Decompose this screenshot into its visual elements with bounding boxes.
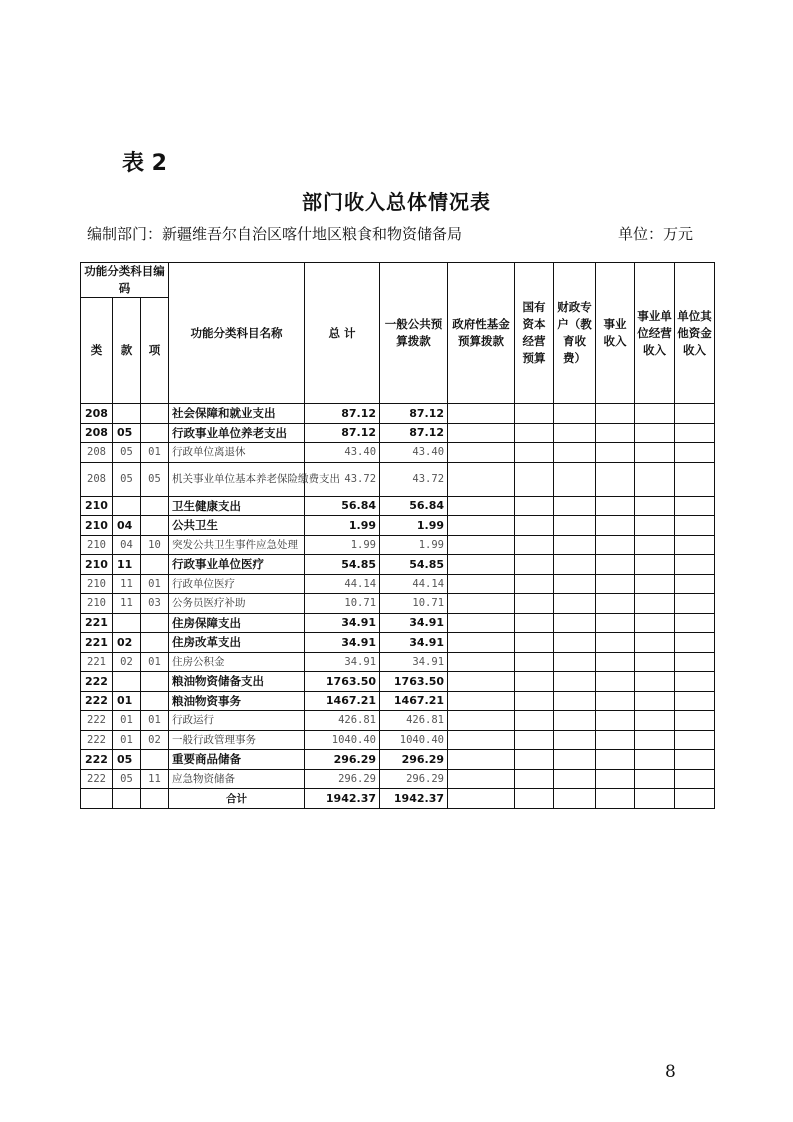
business-unit-income-cell <box>635 462 675 496</box>
business-income-cell <box>596 423 635 443</box>
income-table <box>80 262 715 809</box>
xiang-cell <box>141 672 169 692</box>
header-name: 功能分类科目名称 <box>169 263 305 404</box>
fiscal-special-cell <box>554 613 596 633</box>
lei-cell: 208 <box>81 404 113 424</box>
gov-fund-cell <box>448 711 515 731</box>
general-budget-cell: 34.91 <box>380 633 448 653</box>
state-capital-cell <box>515 594 554 614</box>
gov-fund-cell <box>448 672 515 692</box>
kuan-cell: 05 <box>113 443 141 463</box>
header-xiang: 项 <box>141 298 169 404</box>
gov-fund-cell <box>448 462 515 496</box>
other-income-cell <box>675 652 715 672</box>
total-business-unit-income-cell <box>635 789 675 809</box>
kuan-cell: 05 <box>113 769 141 789</box>
name-cell: 突发公共卫生事件应急处理 <box>169 535 305 555</box>
header-business-income: 事业收入 <box>596 263 635 404</box>
kuan-cell: 11 <box>113 594 141 614</box>
total-lei-cell <box>81 789 113 809</box>
lei-cell: 210 <box>81 535 113 555</box>
table-row <box>81 633 715 653</box>
lei-cell: 222 <box>81 711 113 731</box>
total-cell: 87.12 <box>305 423 380 443</box>
header-business-unit-income: 事业单位经营收入 <box>635 263 675 404</box>
state-capital-cell <box>515 574 554 594</box>
fiscal-special-cell <box>554 672 596 692</box>
other-income-cell <box>675 443 715 463</box>
kuan-cell: 05 <box>113 462 141 496</box>
table-row <box>81 516 715 536</box>
state-capital-cell <box>515 423 554 443</box>
general-budget-cell: 1.99 <box>380 535 448 555</box>
state-capital-cell <box>515 404 554 424</box>
general-budget-cell: 34.91 <box>380 652 448 672</box>
lei-cell: 221 <box>81 633 113 653</box>
fiscal-special-cell <box>554 443 596 463</box>
lei-cell: 222 <box>81 672 113 692</box>
total-general-cell: 1942.37 <box>380 789 448 809</box>
document-title: 部门收入总体情况表 <box>302 190 491 214</box>
business-unit-income-cell <box>635 769 675 789</box>
lei-cell: 222 <box>81 750 113 770</box>
xiang-cell <box>141 613 169 633</box>
table-row <box>81 769 715 789</box>
business-unit-income-cell <box>635 711 675 731</box>
general-budget-cell: 44.14 <box>380 574 448 594</box>
total-state-capital-cell <box>515 789 554 809</box>
general-budget-cell: 1.99 <box>380 516 448 536</box>
kuan-cell <box>113 404 141 424</box>
total-cell: 44.14 <box>305 574 380 594</box>
total-cell: 34.91 <box>305 613 380 633</box>
lei-cell: 210 <box>81 594 113 614</box>
total-cell: 34.91 <box>305 633 380 653</box>
lei-cell: 210 <box>81 574 113 594</box>
general-budget-cell: 426.81 <box>380 711 448 731</box>
state-capital-cell <box>515 711 554 731</box>
total-cell: 1040.40 <box>305 730 380 750</box>
kuan-cell <box>113 672 141 692</box>
other-income-cell <box>675 516 715 536</box>
total-cell: 296.29 <box>305 769 380 789</box>
other-income-cell <box>675 574 715 594</box>
business-income-cell <box>596 652 635 672</box>
table-row <box>81 462 715 496</box>
total-cell: 56.84 <box>305 496 380 516</box>
fiscal-special-cell <box>554 423 596 443</box>
business-unit-income-cell <box>635 633 675 653</box>
other-income-cell <box>675 462 715 496</box>
general-budget-cell: 54.85 <box>380 555 448 575</box>
general-budget-cell: 56.84 <box>380 496 448 516</box>
name-cell: 住房公积金 <box>169 652 305 672</box>
state-capital-cell <box>515 443 554 463</box>
name-cell: 行政运行 <box>169 711 305 731</box>
general-budget-cell: 43.40 <box>380 443 448 463</box>
general-budget-cell: 10.71 <box>380 594 448 614</box>
fiscal-special-cell <box>554 496 596 516</box>
business-unit-income-cell <box>635 555 675 575</box>
table-row <box>81 691 715 711</box>
gov-fund-cell <box>448 404 515 424</box>
gov-fund-cell <box>448 769 515 789</box>
gov-fund-cell <box>448 574 515 594</box>
gov-fund-cell <box>448 652 515 672</box>
total-row <box>81 789 715 809</box>
lei-cell: 210 <box>81 555 113 575</box>
name-cell: 社会保障和就业支出 <box>169 404 305 424</box>
fiscal-special-cell <box>554 730 596 750</box>
name-cell: 重要商品储备 <box>169 750 305 770</box>
xiang-cell: 10 <box>141 535 169 555</box>
table-label: 表 2 <box>122 151 167 176</box>
other-income-cell <box>675 750 715 770</box>
business-unit-income-cell <box>635 496 675 516</box>
name-cell: 公共卫生 <box>169 516 305 536</box>
business-unit-income-cell <box>635 672 675 692</box>
general-budget-cell: 34.91 <box>380 613 448 633</box>
name-cell: 卫生健康支出 <box>169 496 305 516</box>
total-cell: 1.99 <box>305 535 380 555</box>
lei-cell: 221 <box>81 652 113 672</box>
total-cell: 1763.50 <box>305 672 380 692</box>
name-cell: 一般行政管理事务 <box>169 730 305 750</box>
lei-cell: 222 <box>81 691 113 711</box>
page-number: 8 <box>665 1062 676 1082</box>
other-income-cell <box>675 769 715 789</box>
state-capital-cell <box>515 691 554 711</box>
general-budget-cell: 296.29 <box>380 769 448 789</box>
total-label: 合计 <box>169 789 305 809</box>
business-unit-income-cell <box>635 691 675 711</box>
business-income-cell <box>596 462 635 496</box>
name-cell: 公务员医疗补助 <box>169 594 305 614</box>
business-income-cell <box>596 594 635 614</box>
fiscal-special-cell <box>554 594 596 614</box>
table-row <box>81 652 715 672</box>
kuan-cell: 01 <box>113 711 141 731</box>
header-lei: 类 <box>81 298 113 404</box>
header-code-group: 功能分类科目编码 <box>81 263 169 298</box>
other-income-cell <box>675 691 715 711</box>
total-cell: 1467.21 <box>305 691 380 711</box>
state-capital-cell <box>515 652 554 672</box>
lei-cell: 222 <box>81 730 113 750</box>
lei-cell: 222 <box>81 769 113 789</box>
state-capital-cell <box>515 462 554 496</box>
department-line: 编制部门：新疆维吾尔自治区喀什地区粮食和物资储备局 <box>87 225 463 243</box>
other-income-cell <box>675 555 715 575</box>
table-row <box>81 594 715 614</box>
lei-cell: 208 <box>81 423 113 443</box>
xiang-cell: 05 <box>141 462 169 496</box>
kuan-cell: 02 <box>113 633 141 653</box>
name-cell: 住房保障支出 <box>169 613 305 633</box>
fiscal-special-cell <box>554 462 596 496</box>
xiang-cell: 03 <box>141 594 169 614</box>
business-income-cell <box>596 750 635 770</box>
kuan-cell: 04 <box>113 535 141 555</box>
header-gov-fund: 政府性基金预算拨款 <box>448 263 515 404</box>
other-income-cell <box>675 711 715 731</box>
business-income-cell <box>596 769 635 789</box>
gov-fund-cell <box>448 516 515 536</box>
business-income-cell <box>596 443 635 463</box>
business-unit-income-cell <box>635 516 675 536</box>
state-capital-cell <box>515 633 554 653</box>
xiang-cell: 02 <box>141 730 169 750</box>
lei-cell: 210 <box>81 496 113 516</box>
business-unit-income-cell <box>635 443 675 463</box>
general-budget-cell: 1467.21 <box>380 691 448 711</box>
table-row <box>81 730 715 750</box>
business-unit-income-cell <box>635 404 675 424</box>
state-capital-cell <box>515 750 554 770</box>
xiang-cell <box>141 633 169 653</box>
state-capital-cell <box>515 672 554 692</box>
total-cell: 426.81 <box>305 711 380 731</box>
business-income-cell <box>596 496 635 516</box>
gov-fund-cell <box>448 555 515 575</box>
fiscal-special-cell <box>554 711 596 731</box>
general-budget-cell: 87.12 <box>380 404 448 424</box>
state-capital-cell <box>515 555 554 575</box>
total-cell: 43.40 <box>305 443 380 463</box>
kuan-cell: 11 <box>113 555 141 575</box>
total-fiscal-special-cell <box>554 789 596 809</box>
unit-line: 单位：万元 <box>618 225 694 243</box>
business-income-cell <box>596 672 635 692</box>
kuan-cell: 11 <box>113 574 141 594</box>
business-income-cell <box>596 613 635 633</box>
total-gov-fund-cell <box>448 789 515 809</box>
other-income-cell <box>675 613 715 633</box>
other-income-cell <box>675 423 715 443</box>
total-cell: 296.29 <box>305 750 380 770</box>
kuan-cell <box>113 496 141 516</box>
business-unit-income-cell <box>635 423 675 443</box>
total-cell: 1.99 <box>305 516 380 536</box>
state-capital-cell <box>515 496 554 516</box>
general-budget-cell: 1763.50 <box>380 672 448 692</box>
header-row-1 <box>81 263 715 298</box>
business-income-cell <box>596 711 635 731</box>
table-row <box>81 750 715 770</box>
total-kuan-cell <box>113 789 141 809</box>
fiscal-special-cell <box>554 769 596 789</box>
name-cell: 行政事业单位养老支出 <box>169 423 305 443</box>
fiscal-special-cell <box>554 750 596 770</box>
xiang-cell: 01 <box>141 652 169 672</box>
business-unit-income-cell <box>635 535 675 555</box>
business-unit-income-cell <box>635 730 675 750</box>
header-general-budget: 一般公共预算拨款 <box>380 263 448 404</box>
general-budget-cell: 43.72 <box>380 462 448 496</box>
xiang-cell: 11 <box>141 769 169 789</box>
general-budget-cell: 1040.40 <box>380 730 448 750</box>
fiscal-special-cell <box>554 633 596 653</box>
name-cell: 行政单位离退休 <box>169 443 305 463</box>
xiang-cell: 01 <box>141 574 169 594</box>
business-income-cell <box>596 404 635 424</box>
kuan-cell: 05 <box>113 750 141 770</box>
total-other-income-cell <box>675 789 715 809</box>
lei-cell: 208 <box>81 443 113 463</box>
other-income-cell <box>675 633 715 653</box>
header-kuan: 款 <box>113 298 141 404</box>
other-income-cell <box>675 535 715 555</box>
fiscal-special-cell <box>554 652 596 672</box>
xiang-cell <box>141 516 169 536</box>
other-income-cell <box>675 730 715 750</box>
business-income-cell <box>596 633 635 653</box>
gov-fund-cell <box>448 691 515 711</box>
general-budget-cell: 296.29 <box>380 750 448 770</box>
xiang-cell <box>141 691 169 711</box>
kuan-cell: 01 <box>113 730 141 750</box>
total-cell: 87.12 <box>305 404 380 424</box>
header-total: 总 计 <box>305 263 380 404</box>
header-other-income: 单位其他资金收入 <box>675 263 715 404</box>
business-unit-income-cell <box>635 652 675 672</box>
business-income-cell <box>596 516 635 536</box>
total-xiang-cell <box>141 789 169 809</box>
other-income-cell <box>675 404 715 424</box>
gov-fund-cell <box>448 750 515 770</box>
xiang-cell <box>141 496 169 516</box>
business-unit-income-cell <box>635 574 675 594</box>
kuan-cell: 05 <box>113 423 141 443</box>
table-body <box>81 404 715 789</box>
gov-fund-cell <box>448 443 515 463</box>
state-capital-cell <box>515 613 554 633</box>
table-row <box>81 555 715 575</box>
name-cell: 应急物资储备 <box>169 769 305 789</box>
header-fiscal-special: 财政专户（教育收费） <box>554 263 596 404</box>
business-unit-income-cell <box>635 594 675 614</box>
xiang-cell <box>141 555 169 575</box>
state-capital-cell <box>515 769 554 789</box>
gov-fund-cell <box>448 423 515 443</box>
total-cell: 54.85 <box>305 555 380 575</box>
lei-cell: 208 <box>81 462 113 496</box>
state-capital-cell <box>515 516 554 536</box>
xiang-cell: 01 <box>141 443 169 463</box>
business-unit-income-cell <box>635 750 675 770</box>
state-capital-cell <box>515 535 554 555</box>
name-cell: 住房改革支出 <box>169 633 305 653</box>
table-row <box>81 574 715 594</box>
fiscal-special-cell <box>554 516 596 536</box>
business-income-cell <box>596 730 635 750</box>
table-row <box>81 711 715 731</box>
total-cell: 10.71 <box>305 594 380 614</box>
xiang-cell <box>141 423 169 443</box>
business-unit-income-cell <box>635 613 675 633</box>
gov-fund-cell <box>448 496 515 516</box>
total-business-income-cell <box>596 789 635 809</box>
business-income-cell <box>596 574 635 594</box>
gov-fund-cell <box>448 613 515 633</box>
fiscal-special-cell <box>554 555 596 575</box>
general-budget-cell: 87.12 <box>380 423 448 443</box>
business-income-cell <box>596 555 635 575</box>
xiang-cell <box>141 404 169 424</box>
business-income-cell <box>596 535 635 555</box>
business-income-cell <box>596 691 635 711</box>
lei-cell: 210 <box>81 516 113 536</box>
name-cell: 粮油物资事务 <box>169 691 305 711</box>
total-cell: 34.91 <box>305 652 380 672</box>
kuan-cell: 01 <box>113 691 141 711</box>
fiscal-special-cell <box>554 574 596 594</box>
name-cell: 行政事业单位医疗 <box>169 555 305 575</box>
name-cell: 机关事业单位基本养老保险缴费支出 <box>169 462 305 496</box>
fiscal-special-cell <box>554 535 596 555</box>
lei-cell: 221 <box>81 613 113 633</box>
other-income-cell <box>675 594 715 614</box>
xiang-cell <box>141 750 169 770</box>
total-cell: 43.72 <box>305 462 380 496</box>
name-cell: 粮油物资储备支出 <box>169 672 305 692</box>
table-row <box>81 613 715 633</box>
gov-fund-cell <box>448 730 515 750</box>
table-row <box>81 496 715 516</box>
fiscal-special-cell <box>554 404 596 424</box>
header-state-capital: 国有资本经营预算 <box>515 263 554 404</box>
kuan-cell <box>113 613 141 633</box>
gov-fund-cell <box>448 594 515 614</box>
state-capital-cell <box>515 730 554 750</box>
table-row <box>81 423 715 443</box>
gov-fund-cell <box>448 535 515 555</box>
gov-fund-cell <box>448 633 515 653</box>
name-cell: 行政单位医疗 <box>169 574 305 594</box>
other-income-cell <box>675 672 715 692</box>
total-total-cell: 1942.37 <box>305 789 380 809</box>
kuan-cell: 04 <box>113 516 141 536</box>
table-row <box>81 672 715 692</box>
table-row <box>81 443 715 463</box>
fiscal-special-cell <box>554 691 596 711</box>
other-income-cell <box>675 496 715 516</box>
xiang-cell: 01 <box>141 711 169 731</box>
kuan-cell: 02 <box>113 652 141 672</box>
table-row <box>81 535 715 555</box>
table-row <box>81 404 715 424</box>
